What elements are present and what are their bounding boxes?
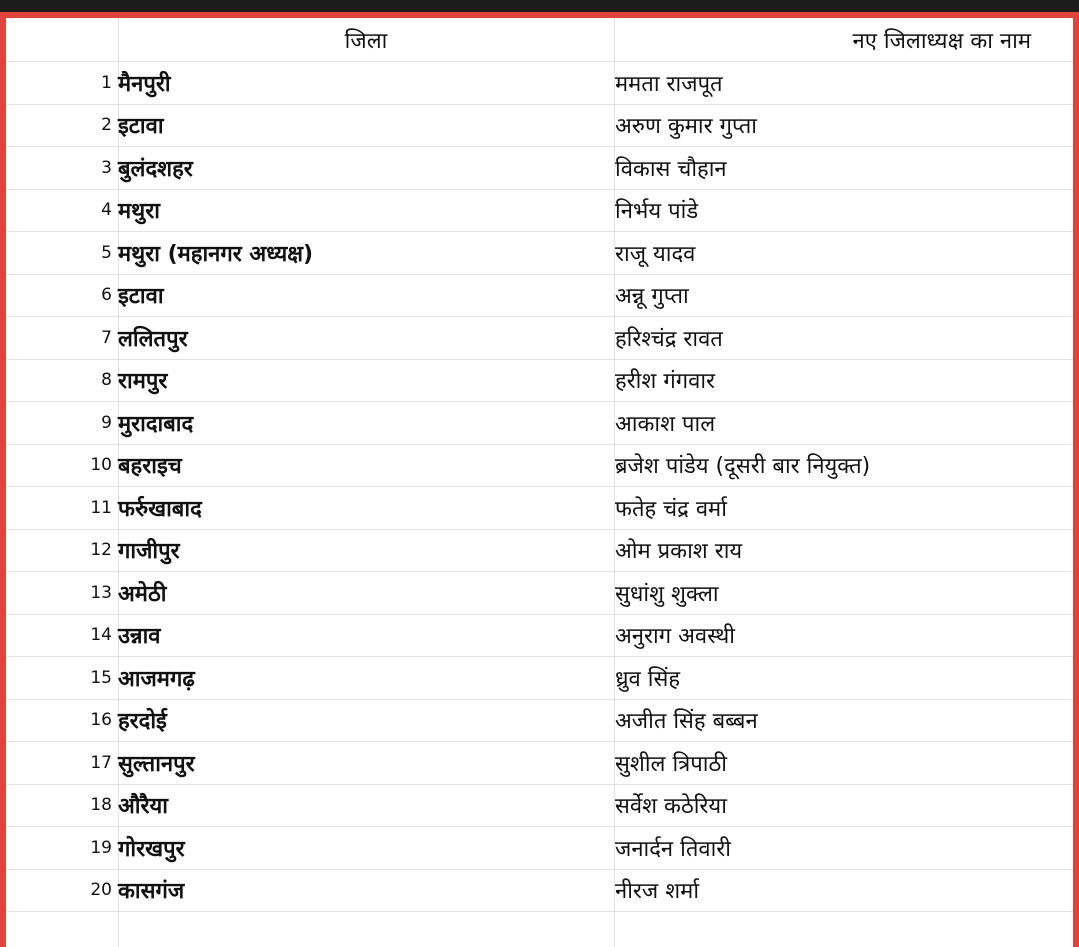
- district-cell: मुरादाबाद: [118, 411, 194, 437]
- president-cell: ममता राजपूत: [615, 71, 723, 97]
- president-cell: अरुण कुमार गुप्ता: [615, 114, 758, 140]
- president-cell: आकाश पाल: [615, 411, 716, 437]
- district-cell: हरदोई: [118, 709, 167, 735]
- district-cell: आजमगढ़: [118, 666, 195, 692]
- table-row: [6, 445, 1073, 488]
- table-row: [6, 615, 1073, 658]
- spreadsheet-table: [6, 18, 1073, 947]
- president-cell: निर्भय पांडे: [615, 199, 699, 225]
- table-row: [6, 360, 1073, 403]
- row-number: 7: [101, 327, 112, 348]
- row-number: 10: [90, 455, 112, 476]
- table-row: [6, 487, 1073, 530]
- row-number: 6: [101, 285, 112, 306]
- row-number: 16: [90, 710, 112, 731]
- district-cell: इटावा: [118, 114, 164, 140]
- top-bar: [0, 0, 1079, 12]
- district-cell: कासगंज: [118, 879, 185, 905]
- row-number: 13: [90, 582, 112, 603]
- president-cell: हरिश्चंद्र रावत: [615, 326, 723, 352]
- header-row: [6, 18, 1073, 62]
- district-cell: मथुरा (महानगर अध्यक्ष): [118, 241, 314, 267]
- header-president: नए जिलाध्यक्ष का नाम: [852, 28, 1031, 54]
- row-number: 14: [90, 625, 112, 646]
- screenshot-frame: [0, 12, 1079, 947]
- row-number: 9: [101, 412, 112, 433]
- row-number: 4: [101, 200, 112, 221]
- president-cell: राजू यादव: [615, 241, 696, 267]
- president-cell: नीरज शर्मा: [615, 879, 700, 905]
- row-number: 2: [101, 115, 112, 136]
- row-number: 8: [101, 370, 112, 391]
- district-cell: इटावा: [118, 284, 164, 310]
- president-cell: हरीश गंगवार: [615, 369, 716, 395]
- table-row: [6, 870, 1073, 913]
- president-cell: अन्नू गुप्ता: [615, 284, 689, 310]
- row-number: 15: [90, 667, 112, 688]
- table-row: [6, 62, 1073, 105]
- row-number: 5: [101, 242, 112, 263]
- district-cell: बहराइच: [118, 454, 182, 480]
- row-number: 12: [90, 540, 112, 561]
- row-number: 19: [90, 837, 112, 858]
- table-row: [6, 827, 1073, 870]
- president-cell: विकास चौहान: [615, 156, 727, 182]
- table-row: [6, 742, 1073, 785]
- row-number: 18: [90, 795, 112, 816]
- table-row: [6, 275, 1073, 318]
- president-cell: सर्वेश कठेरिया: [615, 794, 727, 820]
- president-cell: ओम प्रकाश राय: [615, 539, 743, 565]
- district-cell: उन्नाव: [118, 624, 161, 650]
- district-cell: अमेठी: [118, 581, 167, 607]
- president-cell: सुशील त्रिपाठी: [615, 751, 727, 777]
- president-cell: ध्रुव सिंह: [615, 666, 681, 692]
- table-row: [6, 402, 1073, 445]
- row-number: 20: [90, 880, 112, 901]
- president-cell: ब्रजेश पांडेय (दूसरी बार नियुक्त): [615, 454, 871, 480]
- table-row: [6, 530, 1073, 573]
- district-cell: सुल्तानपुर: [118, 751, 195, 777]
- table-row: [6, 232, 1073, 275]
- table-row: [6, 572, 1073, 615]
- district-cell: गोरखपुर: [118, 836, 185, 862]
- president-cell: जनार्दन तिवारी: [615, 836, 731, 862]
- district-cell: ललितपुर: [118, 326, 188, 352]
- president-cell: अजीत सिंह बब्बन: [615, 709, 758, 735]
- table-row: [6, 785, 1073, 828]
- table-row: [6, 317, 1073, 360]
- table-row: [6, 700, 1073, 743]
- table-row: [6, 147, 1073, 190]
- president-cell: अनुराग अवस्थी: [615, 624, 736, 650]
- row-number: 17: [90, 752, 112, 773]
- row-number: 11: [90, 497, 112, 518]
- district-cell: फर्रुखाबाद: [118, 496, 202, 522]
- district-cell: औरैया: [118, 794, 168, 820]
- table-row: [6, 657, 1073, 700]
- row-number: 3: [101, 157, 112, 178]
- table-row: [6, 190, 1073, 233]
- row-number: 1: [101, 72, 112, 93]
- header-district: जिला: [344, 28, 388, 54]
- district-cell: बुलंदशहर: [118, 156, 193, 182]
- president-cell: सुधांशु शुक्ला: [615, 581, 719, 607]
- district-cell: रामपुर: [118, 369, 168, 395]
- table-row: [6, 105, 1073, 148]
- president-cell: फतेह चंद्र वर्मा: [615, 496, 727, 522]
- district-cell: मैनपुरी: [118, 71, 171, 97]
- district-cell: गाजीपुर: [118, 539, 180, 565]
- district-cell: मथुरा: [118, 199, 160, 225]
